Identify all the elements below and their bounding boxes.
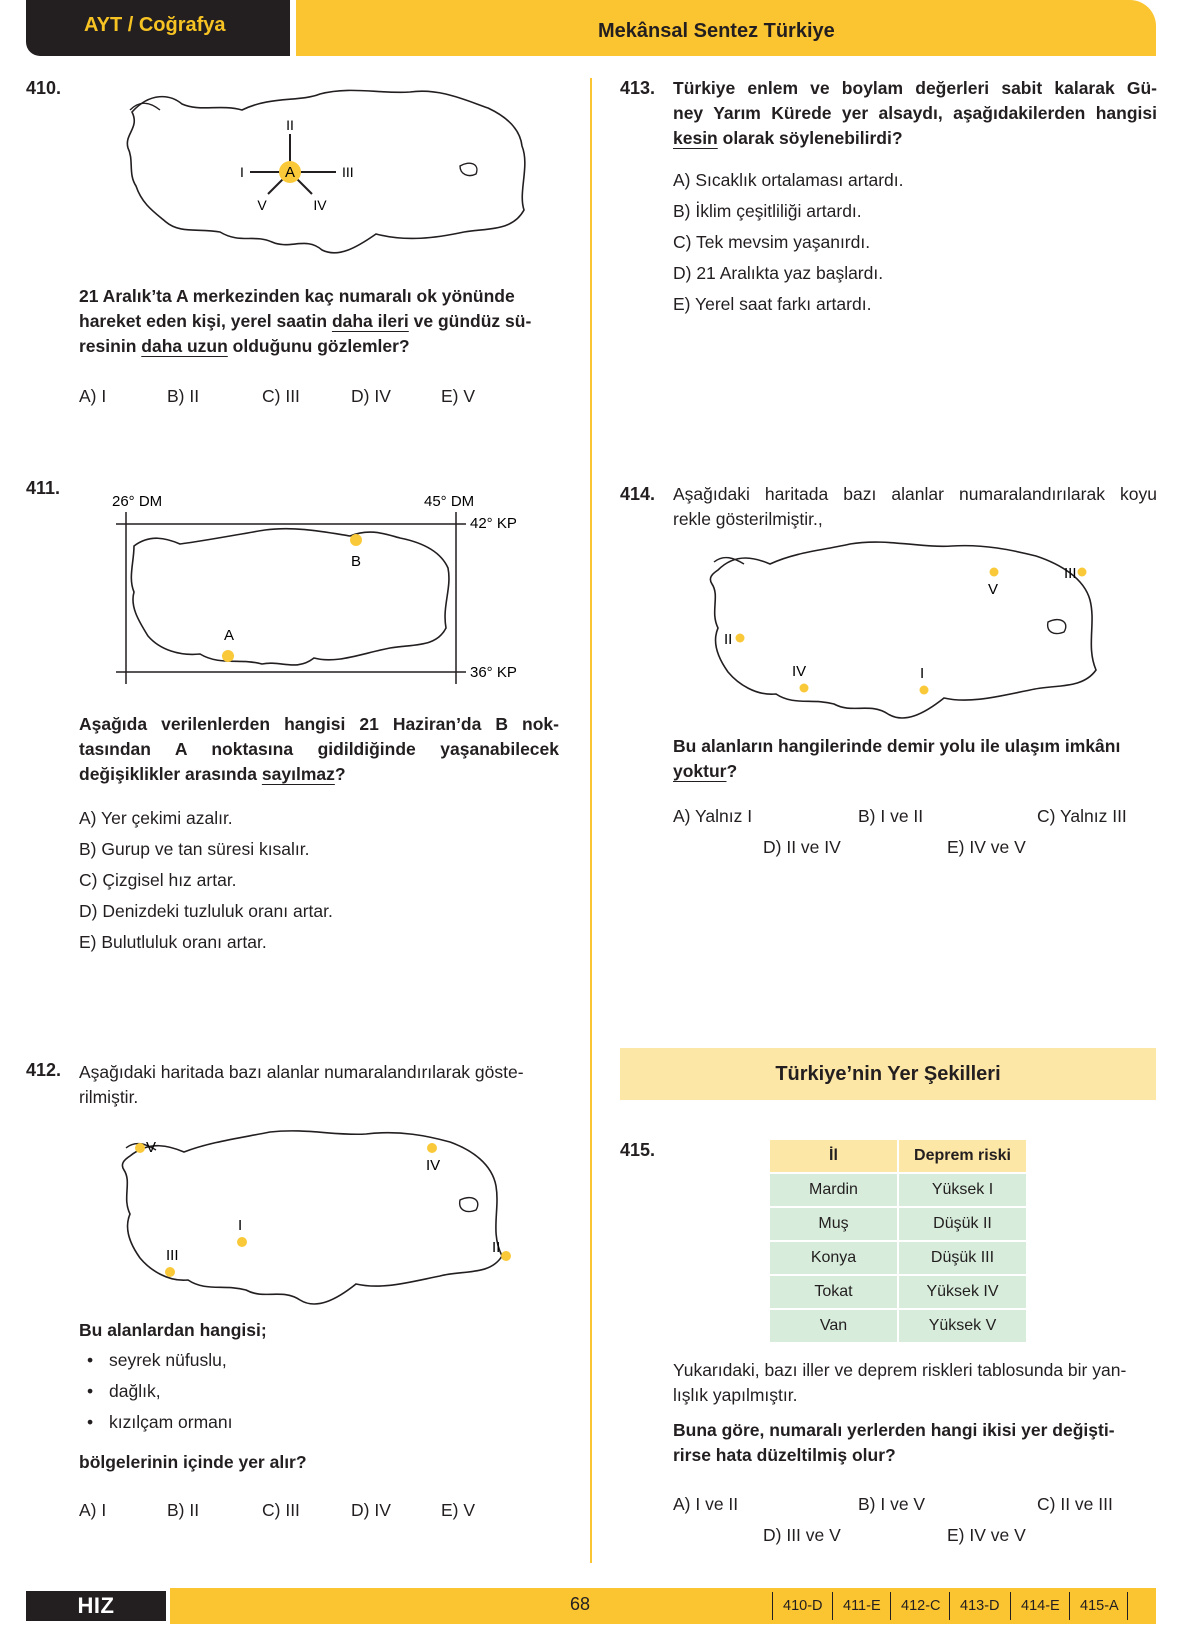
- answer-key-item: 411-E: [832, 1592, 881, 1620]
- label-v: V: [988, 581, 999, 598]
- q414-option-e[interactable]: E) IV ve V: [947, 837, 1026, 857]
- table-row: Van Yüksek V: [770, 1310, 1026, 1342]
- column-divider: [590, 78, 592, 1563]
- q410-option-a[interactable]: A) I: [79, 386, 107, 406]
- bullet-item: • seyrek nüfuslu,: [79, 1350, 233, 1381]
- q413-option-b[interactable]: B) İklim çeşitliliği artardı.: [673, 201, 862, 221]
- label-ii: II: [286, 117, 294, 133]
- answer-key-item: 413-D: [949, 1592, 1000, 1620]
- q414-question: Bu alanların hangilerinde demir yolu ile ulaşım imkânı yoktur?: [673, 736, 1121, 781]
- point-ii: [736, 634, 745, 643]
- q415-option-b[interactable]: B) I ve V: [858, 1494, 926, 1514]
- point-i: [237, 1237, 247, 1247]
- point-iv: [427, 1143, 437, 1153]
- q415-option-d[interactable]: D) III ve V: [763, 1525, 841, 1545]
- q411-option-a[interactable]: A) Yer çekimi azalır.: [79, 808, 233, 828]
- q411-number: 411.: [26, 478, 61, 498]
- label-v: V: [257, 197, 267, 213]
- q412-option-b[interactable]: B) II: [167, 1500, 200, 1520]
- answer-key-item: 415-A: [1069, 1592, 1128, 1620]
- bullet-item: • kızılçam ormanı: [79, 1412, 233, 1443]
- q415-option-e[interactable]: E) IV ve V: [947, 1525, 1026, 1545]
- q412-option-c[interactable]: C) III: [262, 1500, 300, 1520]
- label-i: I: [920, 665, 925, 682]
- q412-stem: Bu alanlardan hangisi;: [79, 1320, 267, 1340]
- q410-map: [120, 82, 540, 262]
- q410-option-c[interactable]: C) III: [262, 386, 300, 406]
- label-lon-west: 26° DM: [112, 493, 163, 510]
- label-lat-south: 36° KP: [470, 664, 517, 681]
- q413-option-d[interactable]: D) 21 Aralıkta yaz başlardı.: [673, 263, 884, 283]
- q411-option-c[interactable]: C) Çizgisel hız artar.: [79, 870, 237, 890]
- q412-intro: Aşağıdaki haritada bazı alanlar numaralandırılarak göste- rilmiştir.: [79, 1062, 524, 1107]
- point-v: [990, 568, 999, 577]
- label-iv: IV: [792, 663, 807, 680]
- q412-bullets: [79, 1350, 233, 1443]
- table-header-il: İl: [770, 1140, 897, 1172]
- q414-intro: Aşağıdaki haritada bazı alanlar numaralandırılarak koyu rekle gösterilmiştir.,: [673, 484, 1157, 529]
- q412-option-d[interactable]: D) IV: [351, 1500, 391, 1520]
- q413-option-e[interactable]: E) Yerel saat farkı artardı.: [673, 294, 872, 314]
- label-v: V: [146, 1139, 157, 1156]
- q410-option-e[interactable]: E) V: [441, 386, 476, 406]
- q414-map: [700, 530, 1130, 730]
- q410-number: 410.: [26, 78, 62, 98]
- label-i: I: [238, 1217, 243, 1234]
- q413-question: Türkiye enlem ve boylam değerleri sabit kalarak Gü- ney Yarım Kürede yer alsaydı, aşağıdakilerden hangisi kesin olarak söylenebilirdi?: [673, 78, 1157, 148]
- turkey-outline: [131, 529, 449, 665]
- answer-key-item: 410-D: [772, 1592, 823, 1620]
- table-header-row: [770, 1140, 1026, 1172]
- point-ii: [501, 1251, 511, 1261]
- q411-map: [100, 488, 570, 698]
- point-v: [135, 1143, 145, 1153]
- answer-key-item: 412-C: [890, 1592, 941, 1620]
- q412-option-a[interactable]: A) I: [79, 1500, 107, 1520]
- q412-stem-end: bölgelerinin içinde yer alır?: [79, 1452, 307, 1472]
- label-i: I: [240, 164, 244, 180]
- footer-bar: [170, 1588, 1156, 1624]
- section-title: Türkiye’nin Yer Şekilleri: [775, 1063, 1001, 1085]
- page-number: 68: [570, 1594, 591, 1614]
- label-lon-east: 45° DM: [424, 493, 475, 510]
- label-lat-north: 42° KP: [470, 515, 517, 532]
- point-iii: [1078, 568, 1087, 577]
- label-iv: IV: [313, 197, 327, 213]
- q414-option-a[interactable]: A) Yalnız I: [673, 806, 753, 826]
- q414-option-c[interactable]: C) Yalnız III: [1037, 806, 1127, 826]
- label-ii: II: [724, 631, 733, 648]
- label-iv: IV: [426, 1157, 441, 1174]
- q414-option-d[interactable]: D) II ve IV: [763, 837, 841, 857]
- label-iii: III: [1064, 565, 1077, 582]
- q414-option-b[interactable]: B) I ve II: [858, 806, 924, 826]
- label-ii: II: [492, 1239, 501, 1256]
- point-iv: [800, 684, 809, 693]
- bullet-item: • dağlık,: [79, 1381, 233, 1412]
- point-b: [350, 534, 362, 546]
- q415-question: Buna göre, numaralı yerlerden hangi ikisi yer değişti- rirse hata düzeltilmiş olur?: [673, 1420, 1115, 1465]
- table-row: Mardin Yüksek I: [770, 1174, 1026, 1206]
- point-iii: [165, 1267, 175, 1277]
- q413-option-a[interactable]: A) Sıcaklık ortalaması artardı.: [673, 170, 904, 190]
- point-i: [920, 686, 929, 695]
- q413-option-c[interactable]: C) Tek mevsim yaşanırdı.: [673, 232, 871, 252]
- table-row: Muş Düşük II: [770, 1208, 1026, 1240]
- q412-number: 412.: [26, 1060, 62, 1080]
- header-subject-tab: [26, 0, 290, 56]
- q411-option-d[interactable]: D) Denizdeki tuzluluk oranı artar.: [79, 901, 333, 921]
- q415-option-a[interactable]: A) I ve II: [673, 1494, 739, 1514]
- q410-question: 21 Aralık’ta A merkezinden kaç numaralı ok yönünde hareket eden kişi, yerel saatin daha ileri ve gündüz sü- resinin daha uzun olduğunu gözlemler?: [79, 286, 532, 356]
- publisher-logo: HIZ YAYINLARI: [26, 1591, 166, 1621]
- q412-map: [110, 1120, 530, 1320]
- label-iii: III: [342, 164, 354, 180]
- q411-option-e[interactable]: E) Bulutluluk oranı artar.: [79, 932, 267, 952]
- table-row: Konya Düşük III: [770, 1242, 1026, 1274]
- label-b: B: [351, 553, 362, 570]
- q411-question: Aşağıda verilenlerden hangisi 21 Haziran’da B nok- tasından A noktasına gidildiğinde yaşanabilecek değişiklikler arasında sayılmaz?: [79, 714, 559, 784]
- header-subject: AYT / Coğrafya: [84, 14, 226, 36]
- label-a: A: [284, 164, 296, 181]
- table-row: Tokat Yüksek IV: [770, 1276, 1026, 1308]
- q415-number: 415.: [620, 1140, 656, 1160]
- q411-options: [79, 808, 333, 963]
- q410-option-d[interactable]: D) IV: [351, 386, 391, 406]
- turkey-outline: [122, 1131, 502, 1304]
- header-title: Mekânsal Sentez Türkiye: [598, 20, 835, 42]
- header-title-bar: [296, 0, 1156, 56]
- q411-option-b[interactable]: B) Gurup ve tan süresi kısalır.: [79, 839, 310, 859]
- q413-options: [673, 170, 904, 325]
- point-a: [222, 650, 234, 662]
- label-a: A: [224, 627, 235, 644]
- q415-option-c[interactable]: C) II ve III: [1037, 1494, 1113, 1514]
- q414-number: 414.: [620, 484, 656, 504]
- label-iii: III: [166, 1247, 179, 1264]
- table-header-risk: Deprem riski: [899, 1140, 1026, 1172]
- q413-number: 413.: [620, 78, 656, 98]
- q412-option-e[interactable]: E) V: [441, 1500, 476, 1520]
- q410-option-b[interactable]: B) II: [167, 386, 200, 406]
- answer-key-item: 414-E: [1010, 1592, 1060, 1620]
- q415-text: Yukarıdaki, bazı iller ve deprem riskleri tablosunda bir yan- lışlık yapılmıştır.: [673, 1360, 1127, 1405]
- section-header: [620, 1048, 1156, 1100]
- turkey-outline: [710, 542, 1096, 718]
- q415-table: [768, 1138, 1028, 1344]
